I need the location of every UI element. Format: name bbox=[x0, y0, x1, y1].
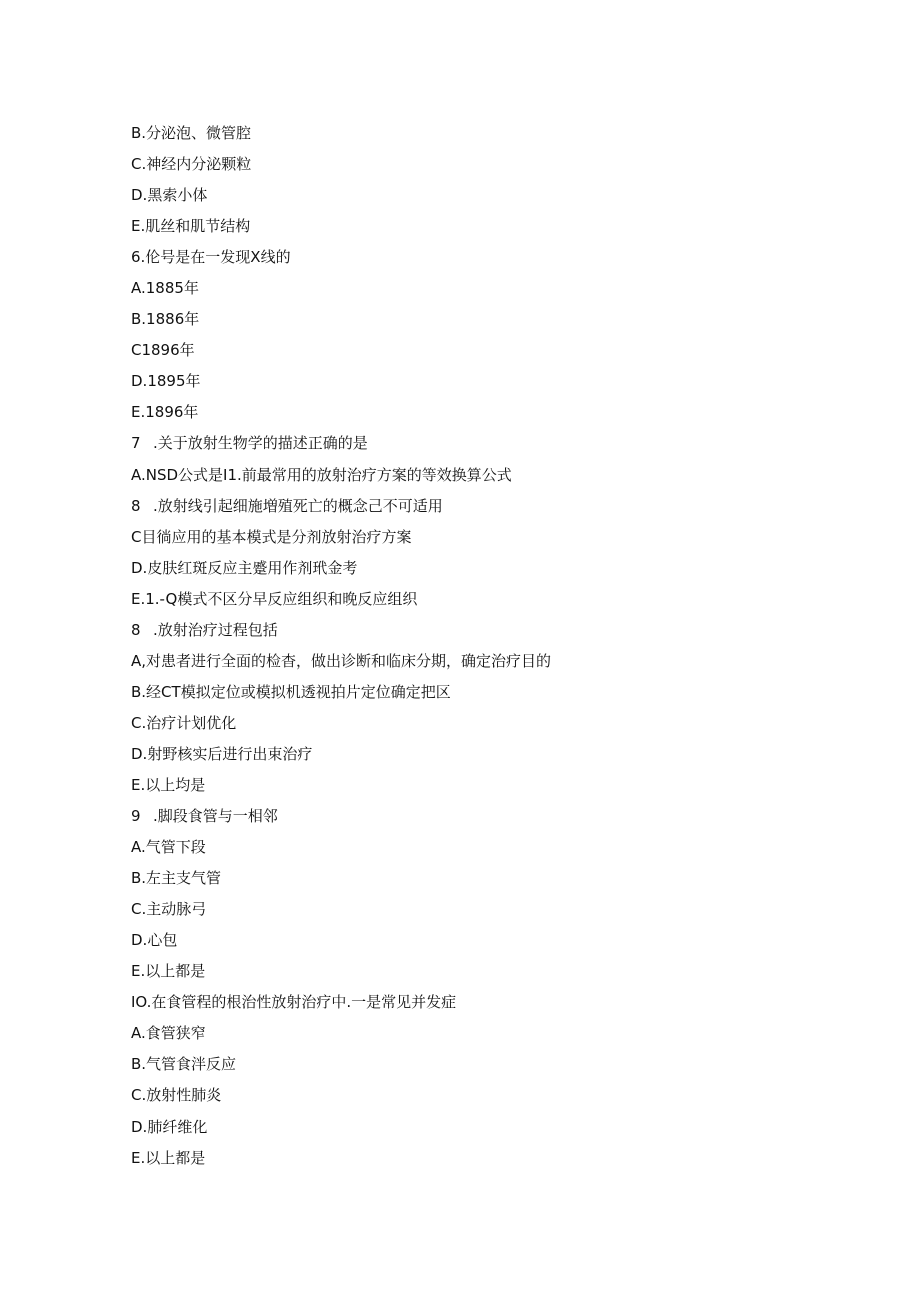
text-line: A.食管狭窄 bbox=[131, 1024, 206, 1043]
question-number: 8 bbox=[131, 496, 141, 515]
question-text: .关于放射生物学的描述正确的是 bbox=[153, 434, 368, 453]
question-number: 9 bbox=[131, 807, 141, 826]
question-text: .放射线引起细施増殖死亡的概念己不可适用 bbox=[153, 496, 443, 515]
text-line: E.以上都是 bbox=[131, 962, 206, 981]
text-line: C目徜应用的基本模式是分剂放射治疗方案 bbox=[131, 527, 412, 546]
text-line: E.1896年 bbox=[131, 403, 199, 422]
text-line: D.肺纤维化 bbox=[131, 1117, 208, 1136]
text-line: E.以上均是 bbox=[131, 775, 206, 794]
text-line: 6.伦号是在一发现X线的 bbox=[131, 248, 291, 267]
text-line: A,对患者进行全面的检杳，做出诊断和临床分期，确定治疗目的 bbox=[131, 651, 552, 670]
text-line: D.皮肤红斑反应主蹙用作剂玳金考 bbox=[131, 558, 358, 577]
text-line: B.左主支气管 bbox=[131, 869, 222, 888]
question-text-block bbox=[131, 121, 831, 1177]
text-line: A.1885年 bbox=[131, 279, 199, 298]
text-line: C1896年 bbox=[131, 341, 195, 360]
text-line: B.经CT模拟定位或模拟机透视拍片定位确定把区 bbox=[131, 682, 451, 701]
question-text: .脚段食管与一相邻 bbox=[153, 807, 278, 826]
text-line: IO.在食管程的根治性放射治疗中.一是常见并发症 bbox=[131, 993, 457, 1012]
question-line bbox=[131, 804, 831, 835]
text-line: B.分泌泡、微管腔 bbox=[131, 124, 252, 142]
question-line bbox=[131, 494, 831, 525]
text-line: A.NSD公式是I1.前最常用的放射治疗方案的等效换算公式 bbox=[131, 465, 512, 484]
text-line: E.以上都是 bbox=[131, 1148, 206, 1167]
question-text: .放射治疗过程包括 bbox=[153, 620, 278, 639]
question-number: 8 bbox=[131, 620, 141, 639]
text-line: C.放射性肺炎 bbox=[131, 1086, 222, 1105]
question-number: 7 bbox=[131, 434, 141, 453]
question-line bbox=[131, 431, 831, 462]
text-line: D.1895年 bbox=[131, 372, 201, 391]
text-line: A.气管下段 bbox=[131, 838, 206, 857]
text-line: D.心包 bbox=[131, 931, 178, 950]
text-line: D.射野核实后进行出束治疗 bbox=[131, 744, 313, 763]
text-line: E.肌丝和肌节结构 bbox=[131, 217, 251, 236]
text-line: D.黑索小体 bbox=[131, 186, 208, 205]
text-line: C.神经内分泌颗粒 bbox=[131, 155, 252, 174]
text-line: B.气管食泮反应 bbox=[131, 1055, 237, 1074]
text-line: E.1.-Q模式不区分早反应组织和晚反应组织 bbox=[131, 589, 418, 608]
text-line: C.治疗计划优化 bbox=[131, 713, 237, 732]
question-line bbox=[131, 618, 831, 649]
text-line: B.1886年 bbox=[131, 310, 200, 329]
text-line: C.主动脉弓 bbox=[131, 900, 207, 919]
